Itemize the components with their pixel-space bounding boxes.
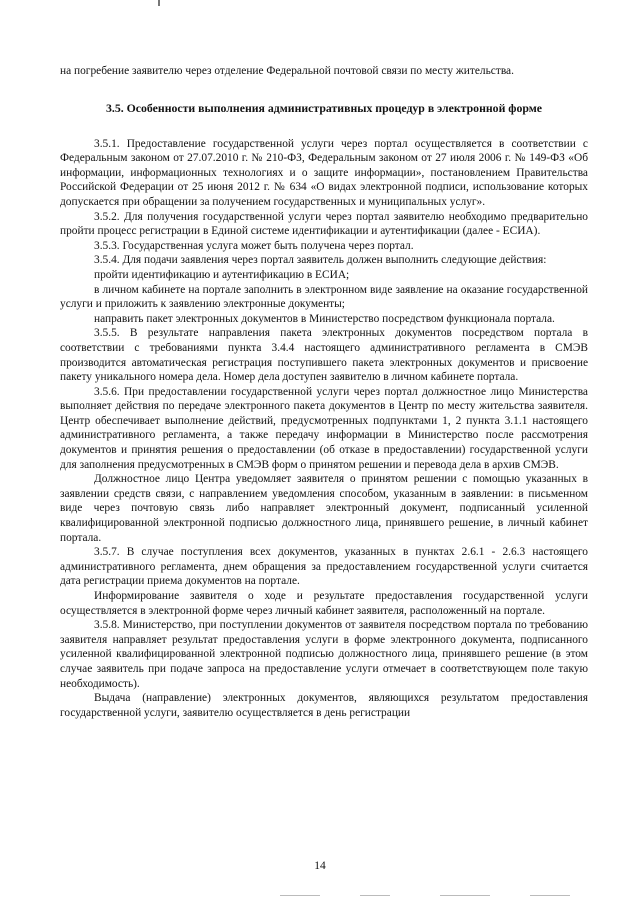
paragraph-3-5-1: 3.5.1. Предоставление государственной услуги через портал осуществляется в соответствии с Федеральным законом от 27.07.2010 г. № 210-ФЗ, Федеральным законом от 27 июля 2006 г. № 149-ФЗ «Об информации, информационных технологиях и о защите информации», постановлением Правительства Российской Федерации от 25 июня 2012 г. № 634 «О видах электронной подписи, использование которых допускается при обращении за получением государственных и муниципальных услуг». <box>60 137 588 208</box>
paragraph-3-5-3: 3.5.3. Государственная услуга может быть получена через портал. <box>94 239 414 252</box>
paragraph-3-5-8: 3.5.8. Министерство, при поступлении документов от заявителя посредством портала по требованию заявителя направляет результат предоставления услуги в форме электронного документа, подписанного усиленной квалифицированной электронной подписью должностного лица, принявшего решение (в этом случае заявитель при подаче запроса на предоставление услуги отмечает в соответствующем поле такую необходимость). <box>60 619 588 690</box>
paragraph-3-5-7: 3.5.7. В случае поступления всех документов, указанных в пунктах 2.6.1 - 2.6.3 настоящего административного регламента, днем обращения за предоставлением государственной услуги считается дата регистрации приема документов на портале. <box>60 546 588 588</box>
scan-footer-marks <box>250 895 590 899</box>
page-number: 14 <box>314 860 326 872</box>
paragraph-3-5-5: 3.5.5. В результате направления пакета электронных документов посредством портала в соответствии с требованиями пункта 3.4.4 настоящего административного регламента в СМЭВ производится автоматическая регистрация поступившего пакета электронных документов и присвоение пакету уникального номера дела. Номер дела доступен заявителю в личном кабинете портала. <box>60 327 588 384</box>
continuation-line: на погребение заявителю через отделение Федеральной почтовой связи по месту жительства. <box>60 65 514 77</box>
paragraph-3-5-2: 3.5.2. Для получения государственной услуги через портал заявителю необходимо предварительно пройти процесс регистрации в Единой системе идентификации и аутентификации (далее - ЕСИА). <box>60 210 588 238</box>
paragraph-issuance: Выдача (направление) электронных документов, являющихся результатом предоставления государственной услуги, заявителю осуществляется в день регистрации <box>60 692 588 719</box>
paragraph-center-notification: Должностное лицо Центра уведомляет заявителя о принятом решении с помощью указанных в заявлении средств связи, с направлением уведомления способом, указанным в заявлении: в письменном виде через почтовую связь либо направляет электронный документ, подписанный усиленной квалифицированной электронной подписью должностного лица, принявшего решение, в личный кабинет портала. <box>60 473 588 544</box>
paragraph-informing: Информирование заявителя о ходе и результате предоставления государственной услуги осуществляется в электронной форме через личный кабинет заявителя, расположенный на портале. <box>60 590 588 617</box>
list-item-send-package: направить пакет электронных документов в Министерство посредством функционала портала. <box>94 312 555 325</box>
paragraph-3-5-6: 3.5.6. При предоставлении государственной услуги через портал должностное лицо Министерства выполняет действия по передаче электронного пакета документов в Центр по месту жительства заявителя. Центр обеспечивает выполнение действий, предусмотренных подпунктами 1, 2 пункта 3.1.1 настоящего административного регламента, а также передачу информации в Министерство после рассмотрения документов и принятия решения о предоставлении (об отказе в предоставлении) государственной услуги для заполнения предусмотренных в СМЭВ форм о принятом решении и перевода дела в архив СМЭВ. <box>60 385 588 471</box>
scan-mark <box>158 0 160 6</box>
list-item-fill-application: в личном кабинете на портале заполнить в электронном виде заявление на оказание государственной услуги и приложить к заявлению электронные документы; <box>60 283 588 311</box>
page-content <box>60 50 588 720</box>
list-item-identification: пройти идентификацию и аутентификацию в ЕСИА; <box>94 268 350 281</box>
section-title: 3.5. Особенности выполнения административных процедур в электронной форме <box>105 100 543 115</box>
paragraph-3-5-4: 3.5.4. Для подачи заявления через портал заявитель должен выполнить следующие действия: <box>94 254 547 267</box>
